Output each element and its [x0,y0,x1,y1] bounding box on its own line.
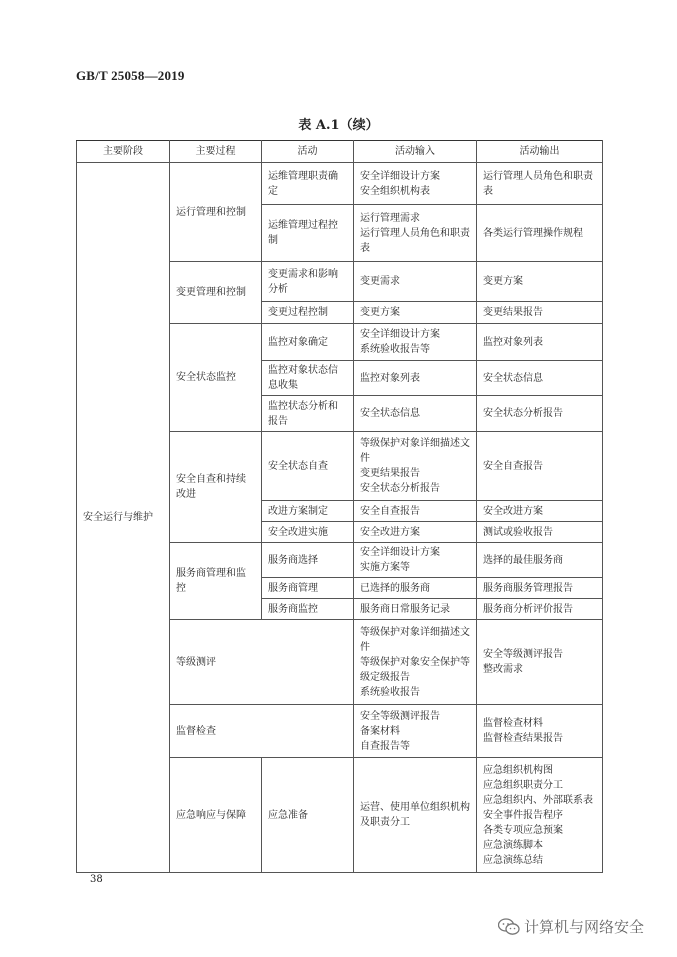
output-cell: 安全状态信息 [477,361,603,396]
column-header-output: 活动输出 [477,141,603,163]
output-cell: 应急组织机构图 应急组织职责分工 应急组织内、外部联系表 安全事件报告程序 各类专项应急预案 应急演练脚本 应急演练总结 [477,758,603,873]
input-cell: 变更需求 [354,262,477,302]
activity-cell: 服务商管理 [262,578,354,599]
process-cell: 运行管理和控制 [170,163,262,262]
input-cell: 安全状态信息 [354,396,477,432]
output-cell: 各类运行管理操作规程 [477,205,603,262]
standard-code: GB/T 25058—2019 [76,68,185,83]
wechat-icon [498,918,520,936]
activity-cell: 运维管理职责确定 [262,163,354,205]
input-cell: 安全改进方案 [354,522,477,543]
process-cell: 安全状态监控 [170,324,262,432]
input-cell: 监控对象列表 [354,361,477,396]
activity-cell: 改进方案制定 [262,501,354,522]
output-cell: 服务商服务管理报告 [477,578,603,599]
process-cell: 安全自查和持续改进 [170,432,262,543]
activity-cell: 监控对象确定 [262,324,354,361]
output-cell: 监控对象列表 [477,324,603,361]
activity-cell: 运维管理过程控制 [262,205,354,262]
output-cell: 运行管理人员角色和职责表 [477,163,603,205]
output-cell: 安全改进方案 [477,501,603,522]
input-cell: 服务商日常服务记录 [354,599,477,620]
output-cell: 测试或验收报告 [477,522,603,543]
activity-table [76,140,603,873]
input-cell: 等级保护对象详细描述文件 变更结果报告 安全状态分析报告 [354,432,477,501]
column-header-process: 主要过程 [170,141,262,163]
table-row [77,163,603,205]
output-cell: 变更方案 [477,262,603,302]
activity-cell: 变更需求和影响分析 [262,262,354,302]
process-cell: 等级测评 [170,620,354,705]
input-cell: 安全详细设计方案 实施方案等 [354,543,477,578]
page-number: 38 [90,874,103,885]
table-caption: 表 A.1（续） [298,118,379,133]
input-cell: 等级保护对象详细描述文件 等级保护对象安全保护等级定级报告 系统验收报告 [354,620,477,705]
activity-cell: 变更过程控制 [262,302,354,324]
column-header-input: 活动输入 [354,141,477,163]
process-cell: 服务商管理和监控 [170,543,262,620]
activity-cell: 服务商选择 [262,543,354,578]
output-cell: 安全自查报告 [477,432,603,501]
input-cell: 安全详细设计方案 系统验收报告等 [354,324,477,361]
input-cell: 运营、使用单位组织机构及职责分工 [354,758,477,873]
table-header-row [77,141,603,163]
input-cell: 已选择的服务商 [354,578,477,599]
stage-cell: 安全运行与维护 [77,163,170,873]
process-cell: 监督检查 [170,705,354,758]
output-cell: 安全等级测评报告 整改需求 [477,620,603,705]
column-header-stage: 主要阶段 [77,141,170,163]
column-header-activity: 活动 [262,141,354,163]
output-cell: 服务商分析评价报告 [477,599,603,620]
input-cell: 变更方案 [354,302,477,324]
process-cell: 变更管理和控制 [170,262,262,324]
watermark [498,916,644,937]
activity-cell: 安全状态自查 [262,432,354,501]
process-cell: 应急响应与保障 [170,758,262,873]
output-cell: 安全状态分析报告 [477,396,603,432]
input-cell: 安全等级测评报告 备案材料 自查报告等 [354,705,477,758]
activity-cell: 监控状态分析和报告 [262,396,354,432]
output-cell: 选择的最佳服务商 [477,543,603,578]
activity-cell: 服务商监控 [262,599,354,620]
input-cell: 安全自查报告 [354,501,477,522]
activity-cell: 监控对象状态信息收集 [262,361,354,396]
activity-cell: 安全改进实施 [262,522,354,543]
activity-cell: 应急准备 [262,758,354,873]
output-cell: 变更结果报告 [477,302,603,324]
watermark-text: 计算机与网络安全 [524,918,645,936]
input-cell: 运行管理需求 运行管理人员角色和职责表 [354,205,477,262]
input-cell: 安全详细设计方案 安全组织机构表 [354,163,477,205]
output-cell: 监督检查材料 监督检查结果报告 [477,705,603,758]
